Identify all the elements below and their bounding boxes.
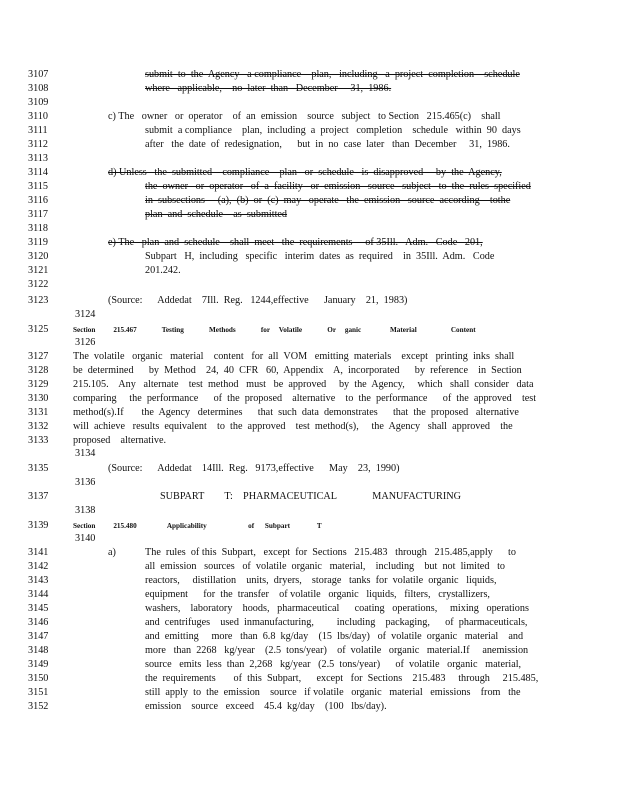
- line-number: 3134: [75, 448, 96, 459]
- section-heading: Section 215.480 Applicability of Subpart T: [73, 522, 322, 530]
- line-number: 3138: [75, 505, 96, 516]
- line-number: 3145: [28, 603, 49, 614]
- line-3118: [0, 222, 618, 236]
- item-label: a): [108, 547, 116, 558]
- line-number: 3142: [28, 561, 49, 572]
- line-3121: [0, 264, 618, 278]
- section-heading: Section 215.467 Testing Methods for Volatile Or ganic Material Content: [73, 326, 476, 334]
- line-3107: [0, 68, 618, 82]
- line-3113: [0, 152, 618, 166]
- line-number: 3115: [28, 181, 48, 192]
- line-3150: [0, 672, 618, 686]
- line-3108: [0, 82, 618, 96]
- line-3145: [0, 602, 618, 616]
- line-text: The volatile organic material content for all VOM emitting materials except printing inks shall: [73, 351, 515, 362]
- line-number: 3114: [28, 167, 48, 178]
- line-text: the owner or operator of a facility or emission source subject to the rules specified: [145, 181, 531, 192]
- line-number: 3119: [28, 237, 48, 248]
- line-text: and centrifuges used inmanufacturing, including packaging, of pharmaceuticals,: [145, 617, 528, 628]
- line-number: 3108: [28, 83, 49, 94]
- line-text: The rules of this Subpart, except for Sections 215.483 through 215.485,apply to: [145, 547, 516, 558]
- line-3132: [0, 420, 618, 434]
- line-number: 3149: [28, 659, 49, 670]
- line-text: comparing the performance of the proposed alternative to the performance of the approved test: [73, 393, 537, 404]
- line-text: submit to the Agency a compliance plan, including a project completion schedule: [145, 69, 520, 80]
- line-text: will achieve results equivalent to the approved test method(s), the Agency shall approved the: [73, 421, 513, 432]
- line-3143: [0, 574, 618, 588]
- line-3125: [0, 323, 618, 337]
- line-3142: [0, 560, 618, 574]
- line-text: in subsections (a), (b) or (c) may operate the emission source according tothe: [145, 195, 511, 206]
- line-3126: [0, 336, 618, 350]
- line-number: 3125: [28, 324, 49, 335]
- line-number: 3110: [28, 111, 48, 122]
- line-text: c) The owner or operator of an emission source subject to Section 215.465(c) shall: [108, 111, 501, 122]
- line-number: 3120: [28, 251, 49, 262]
- line-3149: [0, 658, 618, 672]
- line-3140: [0, 532, 618, 546]
- line-number: 3109: [28, 97, 49, 108]
- line-number: 3144: [28, 589, 49, 600]
- line-3128: [0, 364, 618, 378]
- line-number: 3133: [28, 435, 49, 446]
- line-3139: [0, 519, 618, 533]
- line-number: 3113: [28, 153, 48, 164]
- line-3114: [0, 166, 618, 180]
- line-text: be determined by Method 24, 40 CFR 60, Appendix A, incorporated by reference in Section: [73, 365, 522, 376]
- line-number: 3117: [28, 209, 48, 220]
- line-text: the requirements of this Subpart, except for Sections 215.483 through 215.485,: [145, 673, 539, 684]
- line-number: 3129: [28, 379, 49, 390]
- line-3148: [0, 644, 618, 658]
- line-3152: [0, 700, 618, 714]
- line-number: 3152: [28, 701, 49, 712]
- line-3119: [0, 236, 618, 250]
- line-number: 3140: [75, 533, 96, 544]
- line-text: source emits less than 2,268 kg/year (2.5 tons/year) of volatile organic material,: [145, 659, 522, 670]
- line-number: 3127: [28, 351, 49, 362]
- line-number: 3126: [75, 337, 96, 348]
- line-number: 3139: [28, 520, 49, 531]
- line-text: plan and schedule as submitted: [145, 209, 288, 220]
- line-number: 3111: [28, 125, 48, 136]
- line-3131: [0, 406, 618, 420]
- line-3115: [0, 180, 618, 194]
- source-note: (Source: Addedat 7Ill. Reg. 1244,effective January 21, 1983): [108, 295, 408, 306]
- line-3147: [0, 630, 618, 644]
- line-number: 3107: [28, 69, 49, 80]
- line-text: emission source exceed 45.4 kg/day (100 lbs/day).: [145, 701, 387, 712]
- line-text: and emitting more than 6.8 kg/day (15 lbs/day) of volatile organic material and: [145, 631, 524, 642]
- line-text: 201.242.: [145, 265, 181, 276]
- line-text: washers, laboratory hoods, pharmaceutical coating operations, mixing operations: [145, 603, 529, 614]
- line-number: 3128: [28, 365, 49, 376]
- line-text: reactors, distillation units, dryers, storage tanks for volatile organic liquids,: [145, 575, 497, 586]
- line-number: 3118: [28, 223, 48, 234]
- line-number: 3122: [28, 279, 49, 290]
- line-text: submit a compliance plan, including a project completion schedule within 90 days: [145, 125, 521, 136]
- line-text: where applicable, no later than December 31, 1986.: [145, 83, 392, 94]
- line-text: Subpart H, including specific interim dates as required in 35Ill. Adm. Code: [145, 251, 495, 262]
- line-number: 3141: [28, 547, 49, 558]
- source-note: (Source: Addedat 14Ill. Reg. 9173,effective May 23, 1990): [108, 463, 400, 474]
- line-number: 3121: [28, 265, 49, 276]
- line-number: 3136: [75, 477, 96, 488]
- line-number: 3132: [28, 421, 49, 432]
- line-3123: [0, 294, 618, 308]
- line-3116: [0, 194, 618, 208]
- line-3141: [0, 546, 618, 560]
- line-number: 3131: [28, 407, 49, 418]
- line-3120: [0, 250, 618, 264]
- line-text: all emission sources of volatile organic material, including but not limited to: [145, 561, 505, 572]
- line-number: 3137: [28, 491, 49, 502]
- line-3109: [0, 96, 618, 110]
- line-number: 3135: [28, 463, 49, 474]
- line-3151: [0, 686, 618, 700]
- line-3127: [0, 350, 618, 364]
- line-3124: [0, 308, 618, 322]
- line-number: 3146: [28, 617, 49, 628]
- line-number: 3112: [28, 139, 48, 150]
- line-3135: [0, 462, 618, 476]
- line-3129: [0, 378, 618, 392]
- line-text: more than 2268 kg/year (2.5 tons/year) of volatile organic material.If anemission: [145, 645, 529, 656]
- line-number: 3123: [28, 295, 49, 306]
- line-text: after the date of redesignation, but in no case later than December 31, 1986.: [145, 139, 510, 150]
- line-text: 215.105. Any alternate test method must be approved by the Agency, which shall consider data: [73, 379, 534, 390]
- line-number: 3130: [28, 393, 49, 404]
- line-3111: [0, 124, 618, 138]
- line-text: proposed alternative.: [73, 435, 167, 446]
- line-text: d) Unless the submitted compliance plan or schedule is disapproved by the Agency,: [108, 167, 502, 178]
- line-3122: [0, 278, 618, 292]
- line-text: method(s).If the Agency determines that such data demonstrates that the proposed alternative: [73, 407, 519, 418]
- line-number: 3147: [28, 631, 49, 642]
- line-number: 3151: [28, 687, 49, 698]
- line-text: e) The plan and schedule shall meet the requirements of 35Ill. Adm. Code 201,: [108, 237, 483, 248]
- line-number: 3150: [28, 673, 49, 684]
- line-number: 3124: [75, 309, 96, 320]
- line-text: equipment for the transfer of volatile organic liquids, filters, crystallizers,: [145, 589, 490, 600]
- line-3112: [0, 138, 618, 152]
- line-number: 3116: [28, 195, 48, 206]
- line-3134: [0, 447, 618, 461]
- line-3136: [0, 476, 618, 490]
- line-number: 3143: [28, 575, 49, 586]
- line-3146: [0, 616, 618, 630]
- line-3110: [0, 110, 618, 124]
- line-3117: [0, 208, 618, 222]
- subpart-heading: SUBPART T: PHARMACEUTICAL MANUFACTURING: [160, 491, 461, 502]
- line-3138: [0, 504, 618, 518]
- line-number: 3148: [28, 645, 49, 656]
- line-3130: [0, 392, 618, 406]
- line-3137: [0, 490, 618, 504]
- line-3144: [0, 588, 618, 602]
- line-text: still apply to the emission source if volatile organic material emissions from the: [145, 687, 521, 698]
- line-3133: [0, 434, 618, 448]
